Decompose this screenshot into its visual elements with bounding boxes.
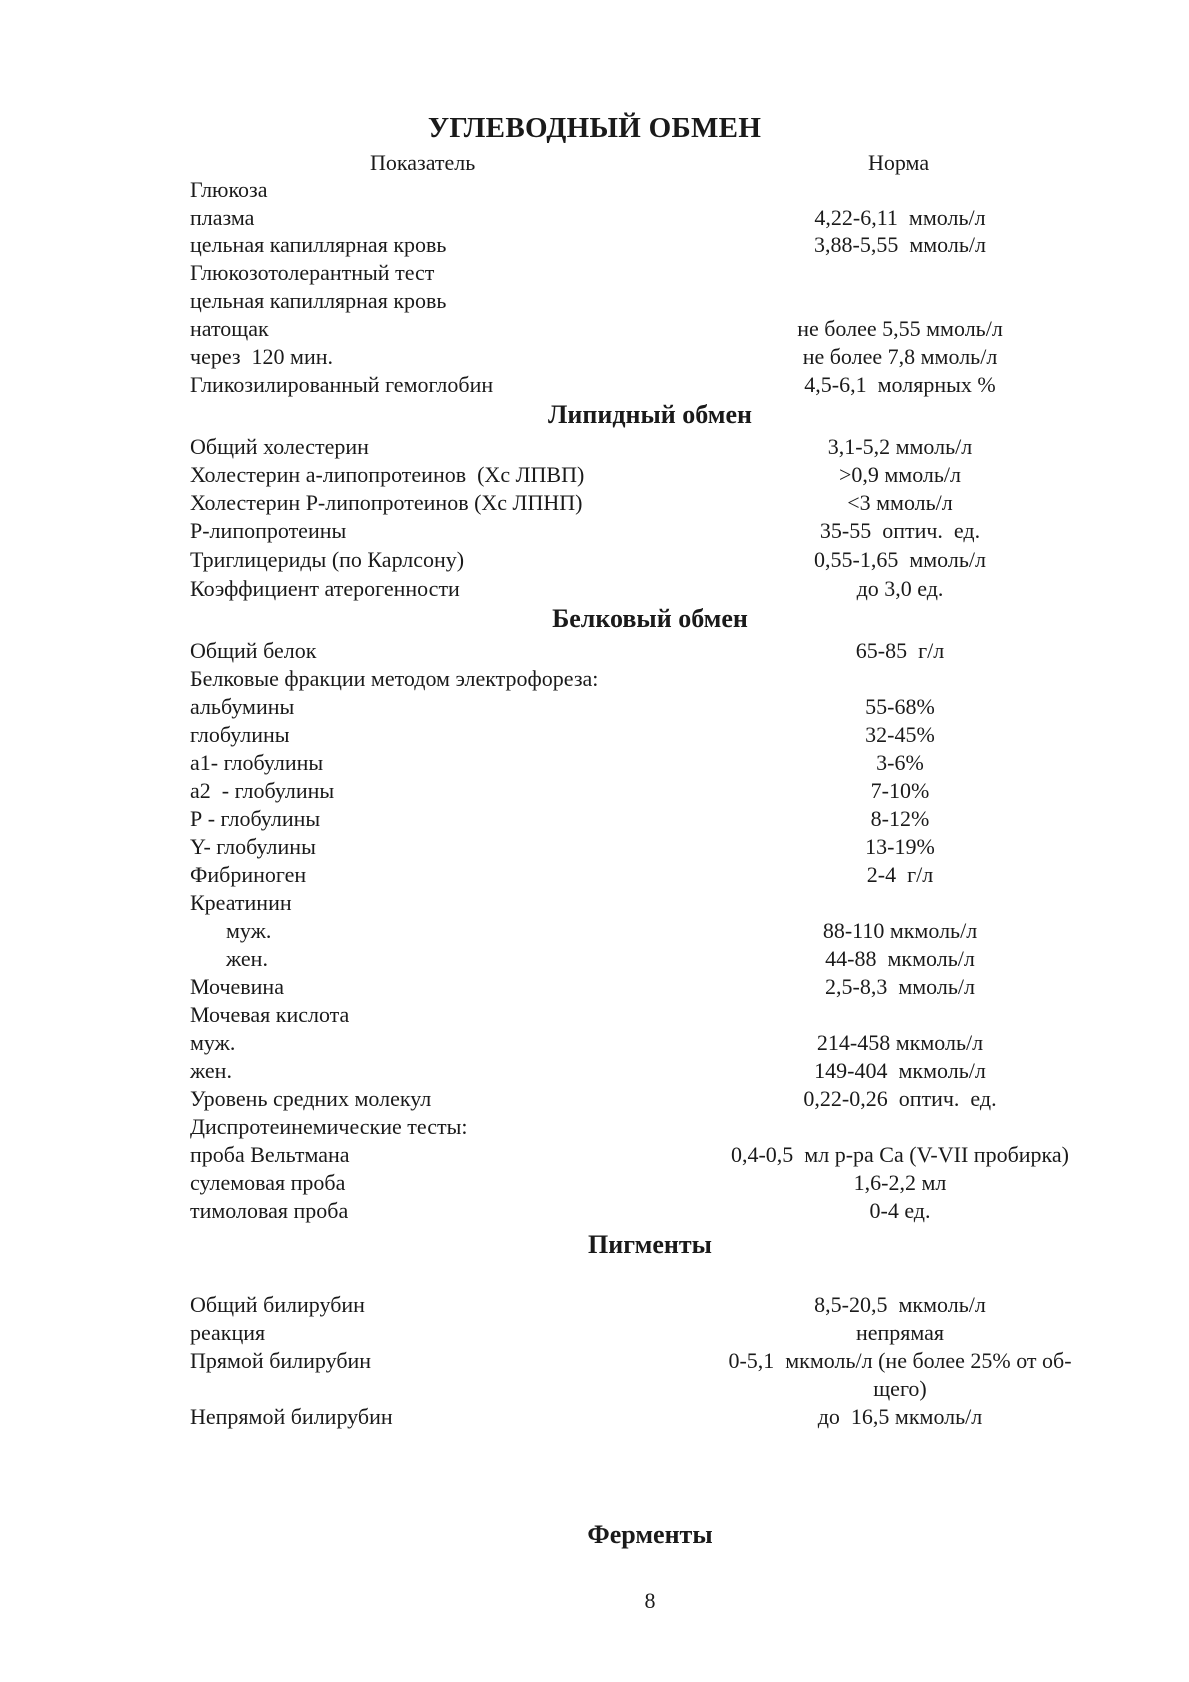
table-row (190, 750, 1090, 778)
indicator-norm: непрямая (855, 1320, 945, 1345)
indicator-name: Триглицериды (по Карлсону) (190, 547, 465, 572)
indicator-norm: 3,88-5,55 ммоль/л (814, 232, 986, 257)
table-row (190, 1348, 1090, 1376)
section-title-lipid: Липидный обмен (548, 400, 752, 429)
indicator-name: Мочевая кислота (190, 1002, 350, 1027)
table-row (190, 1030, 1090, 1058)
indicator-name: Р-липопротеины (190, 518, 347, 543)
table-row (190, 890, 1090, 918)
page-title: УГЛЕВОДНЫЙ ОБМЕН (427, 112, 762, 144)
table-row (190, 1292, 1090, 1320)
indicator-norm: 1,6-2,2 мл (853, 1170, 947, 1195)
indicator-norm: 35-55 оптич. ед. (819, 518, 981, 543)
table-row (190, 490, 1090, 518)
table-row (190, 974, 1090, 1002)
indicator-norm: 0,55-1,65 ммоль/л (814, 547, 986, 572)
indicator-name: сулемовая проба (190, 1170, 346, 1195)
indicator-norm: 0,4-0,5 мл р-ра Са (V-VII пробирка) (730, 1142, 1069, 1167)
indicator-norm: до 3,0 ед. (856, 576, 944, 601)
indicator-norm: 149-404 мкмоль/л (814, 1058, 986, 1083)
column-header-norm: Норма (868, 150, 930, 175)
indicator-name: реакция (190, 1320, 266, 1345)
indicator-name: Мочевина (190, 974, 284, 999)
indicator-norm: не более 7,8 ммоль/л (802, 344, 998, 369)
table-row (190, 260, 1090, 288)
indicator-norm: 0-5,1 мкмоль/л (не более 25% от об- (728, 1348, 1072, 1373)
indicator-name: Глюкозотолерантный тест (190, 260, 435, 285)
indicator-norm: до 16,5 мкмоль/л (817, 1404, 983, 1429)
indicator-name: Прямой билирубин (190, 1348, 372, 1373)
table-row (190, 547, 1090, 575)
indicator-norm: 8-12% (870, 806, 930, 831)
page-number: 8 (644, 1588, 656, 1613)
indicator-norm: 4,5-6,1 молярных % (804, 372, 996, 397)
table-row (190, 834, 1090, 862)
section-title-pigments: Пигменты (588, 1230, 712, 1259)
indicator-name: Диспротеинемические тесты: (190, 1114, 468, 1139)
table-row (190, 918, 1090, 946)
table-row (190, 316, 1090, 344)
indicator-name: a2 - глобулины (190, 778, 335, 803)
table-row (190, 462, 1090, 490)
table-row (190, 518, 1090, 546)
indicator-norm: 88-110 мкмоль/л (822, 918, 978, 943)
indicator-norm: 214-458 мкмоль/л (816, 1030, 984, 1055)
table-row (190, 1170, 1090, 1198)
indicator-name: Уровень средних молекул (190, 1086, 432, 1111)
indicator-norm: не более 5,55 ммоль/л (797, 316, 1003, 341)
table-row (190, 1404, 1090, 1432)
indicator-norm: 0-4 ед. (869, 1198, 931, 1223)
indicator-name: Общий холестерин (190, 434, 369, 459)
table-row (190, 806, 1090, 834)
table-row (190, 862, 1090, 890)
indicator-name: цельная капиллярная кровь (190, 232, 447, 257)
indicator-norm: 44-88 мкмоль/л (825, 946, 975, 971)
table-row (190, 205, 1090, 233)
indicator-name: Y- глобулины (190, 834, 316, 859)
indicator-norm: 55-68% (865, 694, 935, 719)
indicator-norm: 3-6% (876, 750, 924, 775)
indicator-name: проба Вельтмана (190, 1142, 350, 1167)
indicator-name: Белковые фракции методом электрофореза: (190, 666, 599, 691)
indicator-name: жен. (190, 1058, 232, 1083)
table-row (190, 778, 1090, 806)
indicator-norm: 7-10% (870, 778, 930, 803)
table-row (190, 177, 1090, 205)
indicator-norm: 4,22-6,11 ммоль/л (814, 205, 986, 230)
indicator-name: Глюкоза (190, 177, 268, 202)
indicator-norm: 3,1-5,2 ммоль/л (827, 434, 973, 459)
indicator-name: Фибриноген (190, 862, 307, 887)
indicator-name: Коэффициент атерогенности (190, 576, 460, 601)
indicator-name: глобулины (190, 722, 290, 747)
section-title-protein: Белковый обмен (552, 604, 748, 633)
table-row (190, 344, 1090, 372)
indicator-name: Гликозилированный гемоглобин (190, 372, 494, 397)
indicator-name: Холестерин а-липопротеинов (Хс ЛПВП) (190, 462, 585, 487)
table-row (190, 372, 1090, 400)
table-row (190, 1002, 1090, 1030)
table-row (190, 288, 1090, 316)
table-row (190, 1114, 1090, 1142)
indicator-name: цельная капиллярная кровь (190, 288, 447, 313)
indicator-norm: щего) (873, 1376, 927, 1401)
indicator-name: Непрямой билирубин (190, 1404, 393, 1429)
indicator-name: муж. (226, 918, 272, 943)
indicator-norm: 8,5-20,5 мкмоль/л (814, 1292, 986, 1317)
table-row (190, 434, 1090, 462)
table-row (190, 576, 1090, 604)
indicator-name: Общий белок (190, 638, 317, 663)
indicator-name: Р - глобулины (190, 806, 321, 831)
indicator-name: плазма (190, 205, 255, 230)
table-row (190, 638, 1090, 666)
indicator-norm: 65-85 г/л (855, 638, 945, 663)
table-row (190, 1058, 1090, 1086)
indicator-name: жен. (226, 946, 268, 971)
indicator-name: альбумины (190, 694, 295, 719)
indicator-name: натощак (190, 316, 269, 341)
indicator-norm: 2,5-8,3 ммоль/л (825, 974, 975, 999)
table-row (190, 1320, 1090, 1348)
table-row (190, 1376, 1090, 1404)
indicator-norm: >0,9 ммоль/л (838, 462, 962, 487)
table-row (190, 722, 1090, 750)
indicator-name: через 120 мин. (190, 344, 334, 369)
table-row (190, 1198, 1090, 1226)
table-row (190, 1142, 1090, 1170)
indicator-name: Креатинин (190, 890, 292, 915)
table-row (190, 694, 1090, 722)
indicator-norm: 32-45% (865, 722, 935, 747)
indicator-name: муж. (190, 1030, 236, 1055)
indicator-norm: 13-19% (865, 834, 935, 859)
indicator-name: Холестерин Р-липопротеинов (Хс ЛПНП) (190, 490, 583, 515)
section-title-enzymes: Ферменты (587, 1520, 713, 1549)
indicator-name: Общий билирубин (190, 1292, 365, 1317)
indicator-norm: 0,22-0,26 оптич. ед. (803, 1086, 997, 1111)
indicator-name: тимоловая проба (190, 1198, 349, 1223)
table-row (190, 1086, 1090, 1114)
table-row (190, 232, 1090, 260)
indicator-name: а1- глобулины (190, 750, 324, 775)
indicator-norm: 2-4 г/л (866, 862, 934, 887)
table-row (190, 946, 1090, 974)
column-header-indicator: Показатель (370, 150, 476, 175)
indicator-norm: <3 ммоль/л (847, 490, 953, 515)
table-row (190, 666, 1090, 694)
